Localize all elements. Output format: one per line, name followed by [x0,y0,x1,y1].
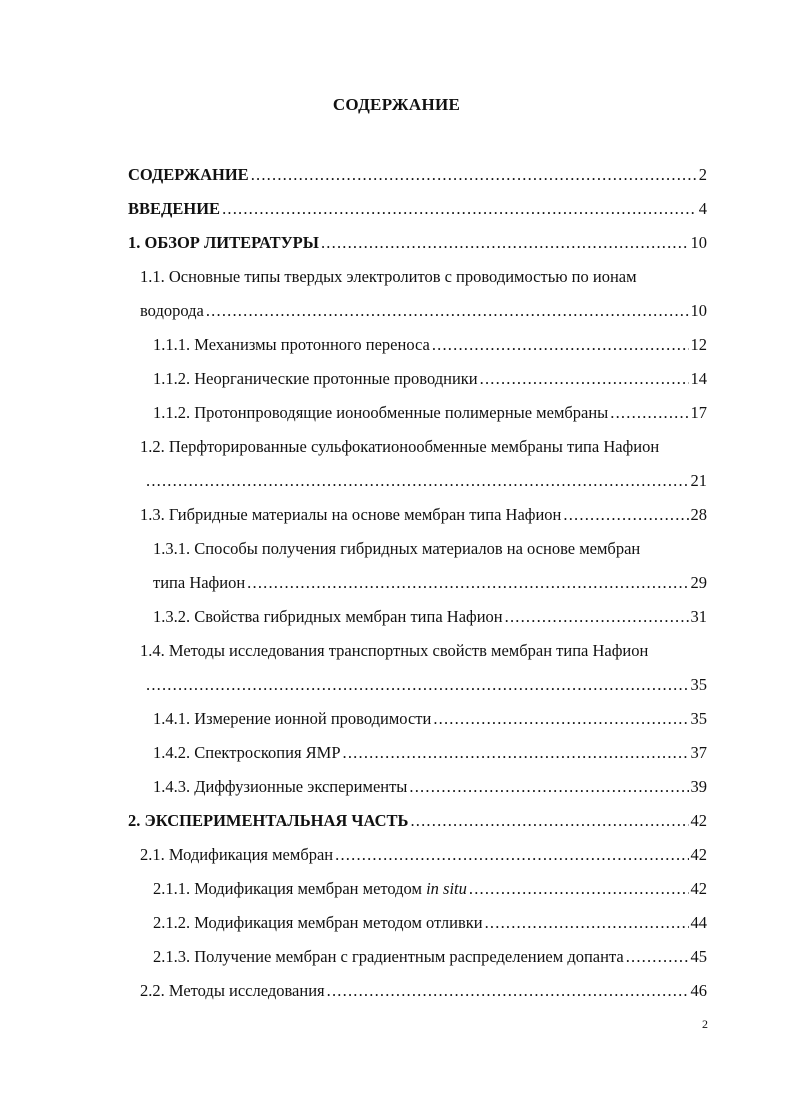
toc-page: 42 [690,845,707,864]
toc-page: 42 [690,879,707,898]
toc-page: 17 [690,403,707,422]
toc-entry-1-3-2[interactable] [153,607,707,627]
toc-entry-1-1-line1: 1.1. Основные типы твердых электролитов с проводимостью по ионам [140,267,637,286]
toc-leader-dots [321,233,689,253]
toc-label-italic: in situ [426,879,467,898]
toc-label: 1. ОБЗОР ЛИТЕРАТУРЫ [128,233,319,252]
toc-entry-literature-review[interactable] [128,233,707,253]
toc-entry-1-4-line1: 1.4. Методы исследования транспортных свойств мембран типа Нафион [140,641,649,660]
toc-page: 4 [698,199,707,218]
toc-leader-dots [485,913,689,933]
toc-leader-dots [480,369,689,389]
toc-label: СОДЕРЖАНИЕ [128,165,249,184]
toc-page: 37 [690,743,707,762]
toc-leader-dots [251,165,697,185]
toc-entry-2-1[interactable] [140,845,707,865]
toc-leader-dots [433,709,688,729]
toc-leader-dots [409,777,688,797]
toc-leader-dots [247,573,688,593]
toc-page: 10 [690,233,707,252]
toc-page: 28 [690,505,707,524]
toc-entry-contents[interactable] [128,165,707,185]
toc-leader-dots [410,811,688,831]
toc-page: 21 [690,471,707,490]
toc-page: 12 [690,335,707,354]
page-title: СОДЕРЖАНИЕ [332,95,461,114]
toc-entry-1-3[interactable] [140,505,707,525]
toc-entry-1-2-line1: 1.2. Перфторированные сульфокатионообменные мембраны типа Нафион [140,437,660,456]
toc-page: 31 [690,607,707,626]
toc-entry-1-1-2b[interactable] [153,403,707,423]
toc-entry-2-2[interactable] [140,981,707,1001]
page-number: 2 [702,1017,708,1031]
toc-label: 2. ЭКСПЕРИМЕНТАЛЬНАЯ ЧАСТЬ [128,811,409,830]
toc-entry-experimental[interactable] [128,811,707,831]
toc-leader-dots [505,607,689,627]
toc-entry-2-1-3[interactable] [153,947,707,967]
toc-leader-dots [146,471,689,491]
toc-page: 39 [690,777,707,796]
toc-entry-1-4-3[interactable] [153,777,707,797]
toc-label: 2.1.3. Получение мембран с градиентным распределением допанта [153,947,624,966]
toc-entry-2-1-1[interactable] [153,879,707,899]
toc-page: 46 [690,981,707,1000]
toc-entry-introduction[interactable] [128,199,707,219]
toc-entry-2-1-2[interactable] [153,913,707,933]
toc-page: 45 [690,947,707,966]
toc-entry-1-4[interactable] [140,675,707,695]
toc-entry-1-4-1[interactable] [153,709,707,729]
toc-label: 1.1.2. Неорганические протонные проводники [153,369,478,388]
toc-label: типа Нафион [153,573,246,592]
toc-entry-1-1-2a[interactable] [153,369,707,389]
toc-label: водорода [140,301,204,320]
toc-page: 2 [698,165,707,184]
toc-label: 1.1.1. Механизмы протонного переноса [153,335,430,354]
toc-label: 2.1. Модификация мембран [140,845,334,864]
toc-entry-1-1[interactable] [140,301,707,321]
toc-page: 42 [690,811,707,830]
toc-label: 1.1.2. Протонпроводящие ионообменные полимерные мембраны [153,403,609,422]
toc-leader-dots [335,845,688,865]
toc-leader-dots [343,743,689,763]
toc-page: 29 [690,573,707,592]
toc-label: 1.4.2. Спектроскопия ЯМР [153,743,341,762]
toc-leader-dots [146,675,689,695]
toc-label: 1.4.3. Диффузионные эксперименты [153,777,408,796]
toc-entry-1-3-1[interactable] [153,573,707,593]
toc-leader-dots [563,505,688,525]
toc-entry-1-3-1-line1: 1.3.1. Способы получения гибридных материалов на основе мембран [153,539,641,558]
toc-leader-dots [626,947,689,967]
toc-entry-1-2[interactable] [140,471,707,491]
toc-page: 14 [690,369,707,388]
toc-entry-1-4-2[interactable] [153,743,707,763]
toc-leader-dots [610,403,688,423]
toc-page: 35 [690,675,707,694]
toc-label: 1.4.1. Измерение ионной проводимости [153,709,432,728]
toc-label: 2.1.2. Модификация мембран методом отливки [153,913,483,932]
toc-leader-dots [327,981,689,1001]
toc-label: 1.3. Гибридные материалы на основе мембран типа Нафион [140,505,562,524]
toc-label: 1.3.2. Свойства гибридных мембран типа Нафион [153,607,503,626]
toc-page: 35 [690,709,707,728]
toc-leader-dots [469,879,689,899]
toc-label-text: 2.1.1. Модификация мембран методом [153,879,427,898]
toc-label: 2.2. Методы исследования [140,981,325,1000]
toc-leader-dots [206,301,689,321]
toc-leader-dots [432,335,689,355]
toc-label: ВВЕДЕНИЕ [128,199,221,218]
toc-leader-dots [222,199,697,219]
toc-page: 10 [690,301,707,320]
toc-entry-1-1-1[interactable] [153,335,707,355]
toc-page: 44 [690,913,707,932]
toc-label [153,879,467,899]
